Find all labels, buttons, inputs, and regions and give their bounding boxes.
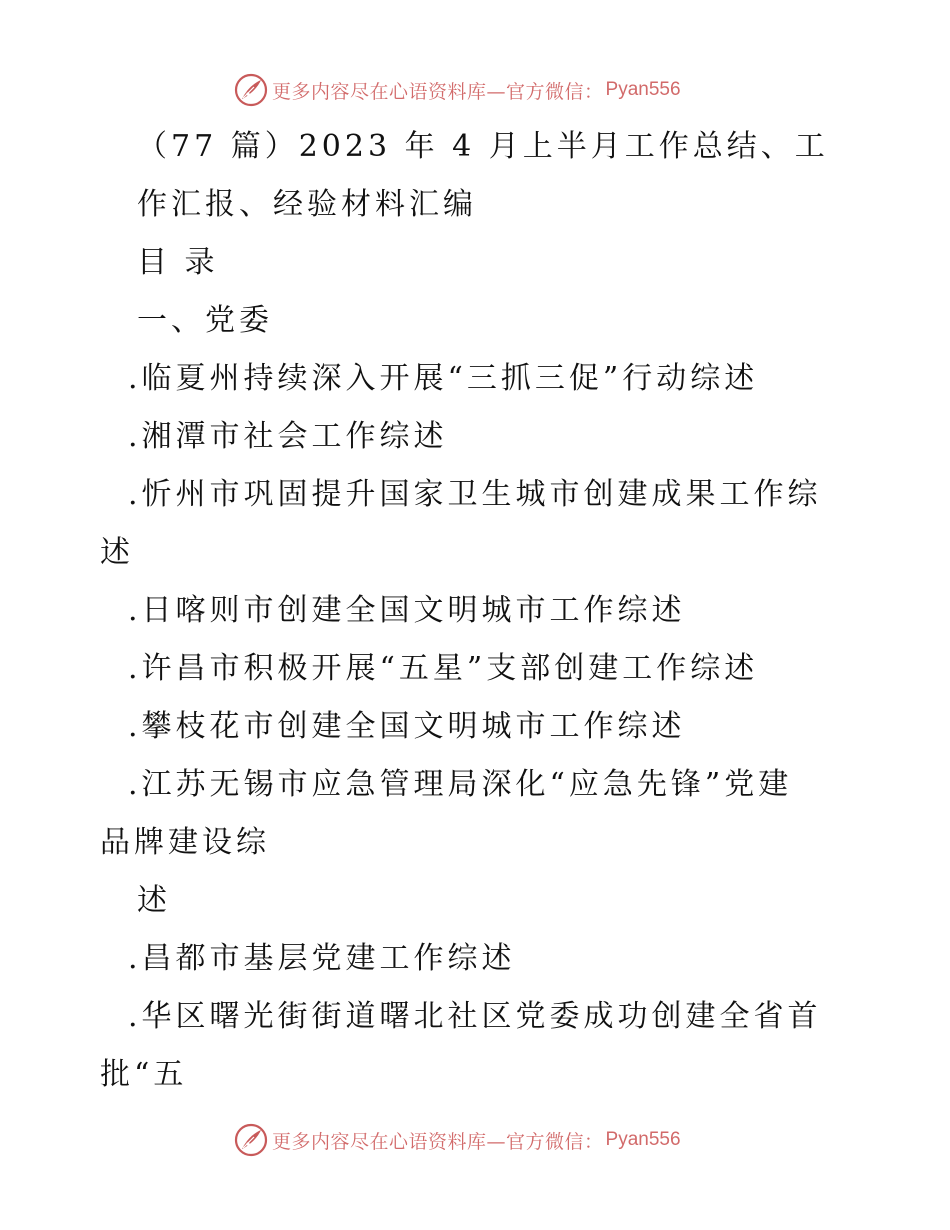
quill-logo-icon bbox=[234, 1123, 268, 1157]
toc-item: .湘潭市社会工作综述 bbox=[128, 419, 448, 454]
watermark-text: 更多内容尽在心语资料库—官方微信： bbox=[272, 80, 604, 103]
watermark-header bbox=[234, 72, 681, 108]
toc-item: .忻州市巩固提升国家卫生城市创建成果工作综 bbox=[128, 477, 822, 512]
toc-item: .江苏无锡市应急管理局深化“应急先锋”党建 bbox=[128, 767, 793, 802]
watermark-wechat-id: Pyan556 bbox=[605, 1129, 681, 1150]
toc-item-continuation: 述 bbox=[100, 535, 134, 570]
toc-item: .攀枝花市创建全国文明城市工作综述 bbox=[128, 709, 686, 744]
toc-item: .昌都市基层党建工作综述 bbox=[128, 941, 516, 976]
toc-item: .华区曙光街街道曙北社区党委成功创建全省首 bbox=[128, 999, 822, 1034]
document-title-line-2: 作汇报、经验材料汇编 bbox=[137, 187, 477, 222]
toc-item-continuation: 批“五 bbox=[100, 1057, 188, 1092]
section-heading-party-committee: 一、党委 bbox=[137, 303, 273, 338]
document-title-line-1: （77 篇）2023 年 4 月上半月工作总结、工 bbox=[137, 129, 829, 164]
toc-item-continuation: 述 bbox=[137, 883, 171, 918]
toc-item: .日喀则市创建全国文明城市工作综述 bbox=[128, 593, 686, 628]
toc-item-continuation: 品牌建设综 bbox=[100, 825, 270, 860]
document-body bbox=[100, 118, 840, 1104]
toc-heading: 目 录 bbox=[137, 245, 219, 280]
watermark-wechat-id: Pyan556 bbox=[605, 79, 681, 100]
toc-item: .临夏州持续深入开展“三抓三促”行动综述 bbox=[128, 361, 759, 396]
watermark-text: 更多内容尽在心语资料库—官方微信： bbox=[272, 1130, 604, 1153]
toc-item: .许昌市积极开展“五星”支部创建工作综述 bbox=[128, 651, 759, 686]
quill-logo-icon bbox=[234, 73, 268, 107]
watermark-footer bbox=[234, 1122, 681, 1158]
